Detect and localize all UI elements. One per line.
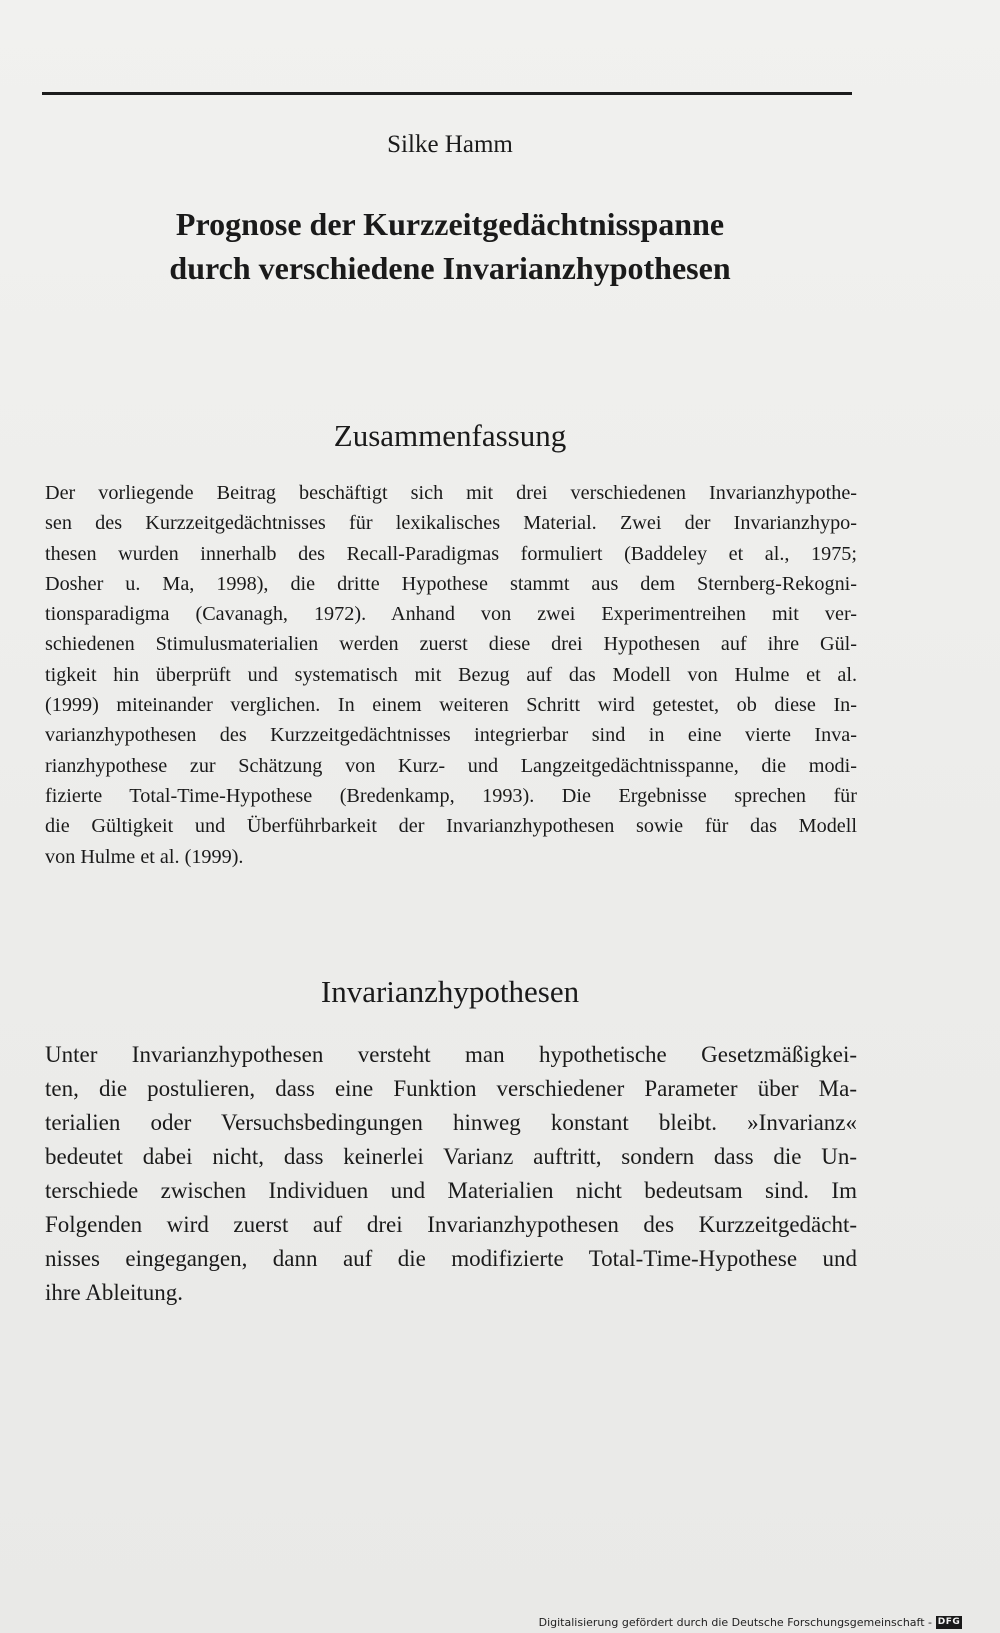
text-line: Folgenden wird zuerst auf drei Invarianzhypothesen des Kurzzeitgedächt- <box>45 1212 857 1237</box>
text-line: ten, die postulieren, dass eine Funktion verschiedener Parameter über Ma- <box>45 1076 857 1101</box>
section-heading-invariance: Invarianzhypothesen <box>320 974 580 1009</box>
digitization-footer <box>539 1616 962 1629</box>
text-line: schiedenen Stimulusmaterialien werden zuerst diese drei Hypothesen auf ihre Gül- <box>45 633 857 656</box>
body-paragraph <box>45 1038 857 1310</box>
text-line: Dosher u. Ma, 1998), die dritte Hypothese stammt aus dem Sternberg-Rekogni- <box>45 572 857 595</box>
text-line: fizierte Total-Time-Hypothese (Bredenkamp, 1993). Die Ergebnisse sprechen für <box>45 784 857 807</box>
section-heading-summary: Zusammenfassung <box>333 418 567 453</box>
abstract-paragraph <box>45 478 857 872</box>
dfg-logo-icon: DFG <box>937 1617 961 1627</box>
text-line: tionsparadigma (Cavanagh, 1972). Anhand von zwei Experimentreihen mit ver- <box>45 603 857 626</box>
author-name: Silke Hamm <box>387 131 513 158</box>
text-line: Der vorliegende Beitrag beschäftigt sich mit drei verschiedenen Invarianzhypothe- <box>45 482 857 504</box>
text-line: (1999) miteinander verglichen. In einem weiteren Schritt wird getestet, ob diese In- <box>45 694 857 717</box>
top-rule <box>42 92 852 95</box>
title-line: Prognose der Kurzzeitgedächtnisspanne <box>175 206 725 242</box>
title-line: durch verschiedene Invarianzhypothesen <box>169 250 731 286</box>
text-line: von Hulme et al. (1999). <box>45 845 244 868</box>
text-line: sen des Kurzzeitgedächtnisses für lexikalisches Material. Zwei der Invarianzhypo- <box>45 512 857 535</box>
text-line: tigkeit hin überprüft und systematisch mit Bezug auf das Modell von Hulme et al. <box>45 663 857 686</box>
text-line: terialien oder Versuchsbedingungen hinweg konstant bleibt. »Invarianz« <box>45 1110 857 1135</box>
text-line: varianzhypothesen des Kurzzeitgedächtnisses integrierbar sind in eine vierte Inva- <box>45 724 857 747</box>
text-line: terschiede zwischen Individuen und Materialien nicht bedeutsam sind. Im <box>45 1178 857 1203</box>
text-line: bedeutet dabei nicht, dass keinerlei Varianz auftritt, sondern dass die Un- <box>45 1144 857 1169</box>
text-line: Unter Invarianzhypothesen versteht man hypothetische Gesetzmäßigkei- <box>45 1042 857 1067</box>
text-line: rianzhypothese zur Schätzung von Kurz- und Langzeitgedächtnisspanne, die modi- <box>45 754 857 777</box>
article-title <box>0 202 900 290</box>
text-line: die Gültigkeit und Überführbarkeit der Invarianzhypothesen sowie für das Modell <box>45 815 857 838</box>
text-line: thesen wurden innerhalb des Recall-Paradigmas formuliert (Baddeley et al., 1975; <box>45 542 857 565</box>
text-line: nisses eingegangen, dann auf die modifizierte Total-Time-Hypothese und <box>45 1246 857 1271</box>
text-line: ihre Ableitung. <box>45 1280 183 1305</box>
footer-text: Digitalisierung gefördert durch die Deutsche Forschungsgemeinschaft - <box>538 1616 932 1629</box>
